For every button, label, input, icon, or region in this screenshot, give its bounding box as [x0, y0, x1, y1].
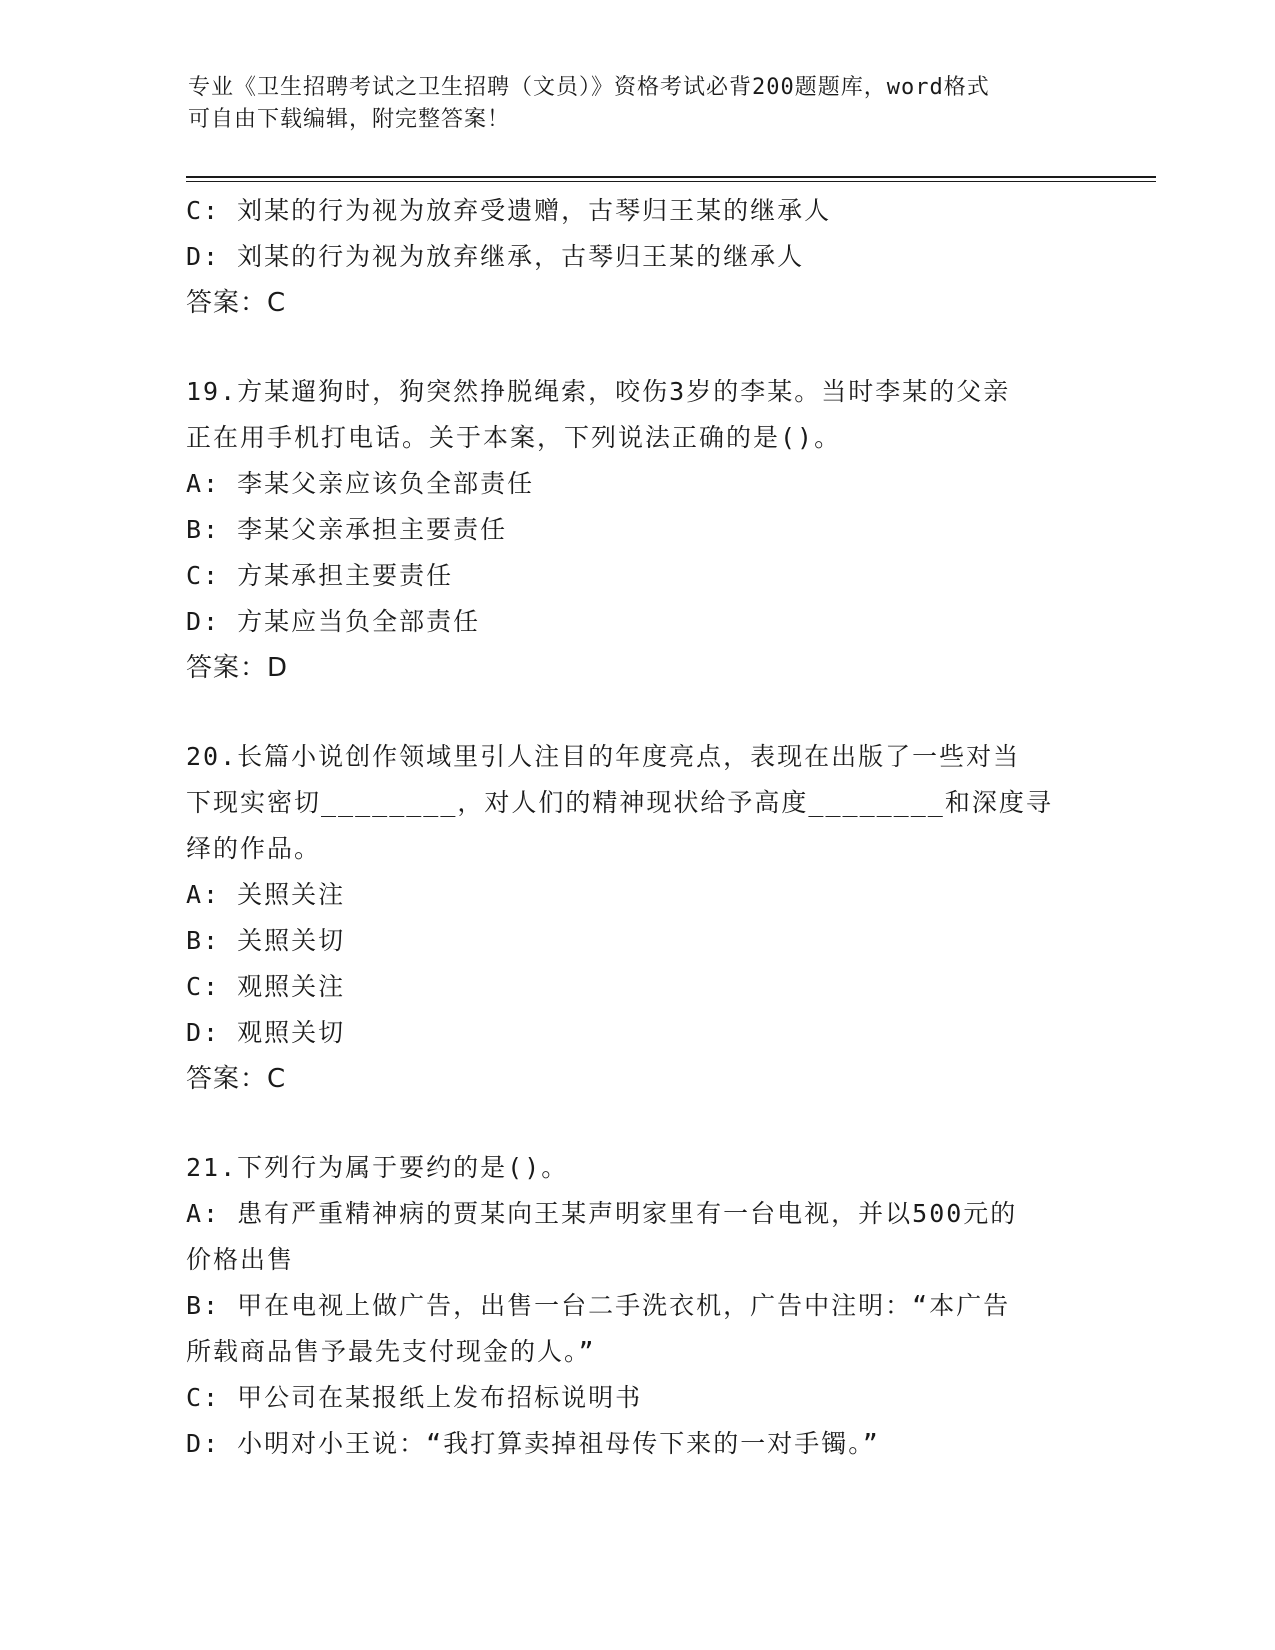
option-b: B: 甲在电视上做广告，出售一台二手洗衣机，广告中注明：“本广告 [186, 1291, 1011, 1320]
option-d: D: 方某应当负全部责任 [186, 607, 481, 636]
option-a: A: 李某父亲应该负全部责任 [186, 469, 535, 498]
question-19 [186, 369, 1086, 691]
option-a: A: 关照关注 [186, 880, 346, 909]
question-stem: 正在用手机打电话。关于本案，下列说法正确的是()。 [186, 423, 842, 452]
header-divider-thin [186, 181, 1156, 182]
question-20 [186, 734, 1086, 1102]
option-d: D: 观照关切 [186, 1018, 346, 1047]
question-18-tail [186, 188, 1086, 326]
header-title-line-1: 专业《卫生招聘考试之卫生招聘（文员）》资格考试必背200题题库，word格式 [188, 75, 990, 100]
option-d: D: 小明对小王说：“我打算卖掉祖母传下来的一对手镯。” [186, 1429, 880, 1458]
question-21 [186, 1145, 1086, 1467]
option-c: C: 甲公司在某报纸上发布招标说明书 [186, 1383, 643, 1412]
answer-label: 答案：C [186, 1064, 287, 1094]
option-c: C: 方某承担主要责任 [186, 561, 454, 590]
option-b-continued: 所载商品售予最先支付现金的人。” [186, 1337, 596, 1366]
option-c: C: 观照关注 [186, 972, 346, 1001]
question-stem: 21.下列行为属于要约的是()。 [186, 1153, 569, 1182]
answer-label: 答案：D [186, 653, 289, 683]
header-divider-thick [186, 176, 1156, 178]
question-stem: 绎的作品。 [186, 834, 322, 863]
option-a-continued: 价格出售 [186, 1245, 295, 1274]
question-stem: 下现实密切________，对人们的精神现状给予高度________和深度寻 [186, 788, 1053, 817]
question-list [186, 188, 1086, 1467]
question-stem: 19.方某遛狗时，狗突然挣脱绳索，咬伤3岁的李某。当时李某的父亲 [186, 377, 1011, 406]
option-b: B: 李某父亲承担主要责任 [186, 515, 508, 544]
option-d: D: 刘某的行为视为放弃继承，古琴归王某的继承人 [186, 242, 805, 271]
spacer [186, 1102, 1086, 1145]
spacer [186, 691, 1086, 734]
option-c: C: 刘某的行为视为放弃受遗赠，古琴归王某的继承人 [186, 196, 832, 225]
answer-label: 答案：C [186, 288, 287, 318]
page-header [188, 72, 1088, 136]
spacer [186, 326, 1086, 369]
option-a: A: 患有严重精神病的贾某向王某声明家里有一台电视，并以500元的 [186, 1199, 1018, 1228]
option-b: B: 关照关切 [186, 926, 346, 955]
header-title-line-2: 可自由下载编辑，附完整答案！ [188, 107, 511, 132]
question-stem: 20.长篇小说创作领域里引人注目的年度亮点，表现在出版了一些对当 [186, 742, 1021, 771]
